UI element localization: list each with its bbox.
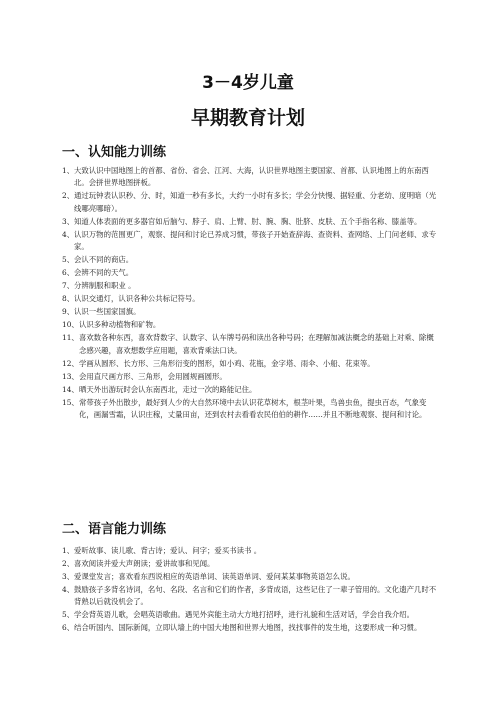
- list-item: [62, 216, 440, 228]
- item-text: 认识万物的范围更广，观察、提问和讨论已养成习惯，带孩子开始查辞海、查资料、查网络、上门问老师、求专家。: [74, 229, 437, 252]
- item-number: 2、: [62, 559, 75, 568]
- list-item: [62, 622, 440, 634]
- item-number: 1、: [62, 546, 75, 555]
- item-text: 大致认识中国地图上的首都、省份、省会、江河、大海，认识世界地图主要国家、首都、认识地图上的东南西北。会拼世界地图拼板。: [74, 166, 429, 188]
- list-item: [62, 254, 440, 266]
- item-text: 分辨制服和职业 。: [74, 281, 136, 291]
- list-item: [62, 558, 440, 570]
- item-number: 9、: [62, 307, 75, 317]
- list-item: [62, 358, 440, 370]
- item-number: 3、: [62, 216, 75, 226]
- list-item: [62, 267, 440, 279]
- item-text: 喜欢阅读并爱大声朗读；爱讲故事和见闻。: [74, 559, 215, 568]
- item-text: 鼓励孩子多背名诗词，名句、名段、名言和它们的作者，多背成语，这些记住了一辈子管用的。文化遗产几时不背熟以后就没机会了。: [74, 585, 437, 607]
- item-number: 4、: [62, 585, 75, 594]
- item-number: 11、: [62, 333, 79, 343]
- list-item: [62, 332, 440, 357]
- list-item: [62, 306, 440, 318]
- item-number: 12、: [62, 358, 79, 368]
- item-text: 爱课堂发言；喜欢看东西说相应的英语单词、读英语单词、爱问某某事物英语怎么说。: [74, 572, 355, 581]
- list-item: [62, 190, 440, 215]
- list-item: [62, 384, 440, 396]
- item-text: 晒天外出游玩时会认东南西北，走过一次的路能记住。: [79, 384, 257, 394]
- cognitive-list: [62, 165, 440, 422]
- list-item: [62, 293, 440, 305]
- title-line-1: 3－4岁儿童: [202, 73, 294, 93]
- item-text: 会用直尺画方形、三角形，会用圆规画圆形。: [79, 371, 227, 381]
- item-number: 6、: [62, 623, 75, 633]
- item-number: 3、: [62, 572, 75, 581]
- item-number: 14、: [62, 384, 79, 394]
- list-item: [62, 280, 440, 292]
- list-item: [62, 229, 440, 254]
- language-list: [62, 545, 440, 635]
- section-heading-cognitive: 一、认知能力训练: [62, 145, 167, 160]
- item-number: 10、: [62, 320, 79, 330]
- item-text: 认识交通灯，认识各种公共标记符号。: [74, 294, 200, 304]
- item-number: 13、: [62, 371, 79, 381]
- item-text: 爱听故事、读儿歌、背古诗；爱认、问字；爱买书读书 。: [74, 546, 262, 555]
- list-item: [62, 371, 440, 383]
- item-text: 认识一些国家国旗。: [74, 307, 141, 317]
- list-item: [62, 584, 440, 609]
- list-item: [62, 609, 440, 621]
- item-text: 学会背英语儿歌，会唱英语歌曲。遇见外宾能主动大方地打招呼，进行礼貌和生活对话，学会自我介绍。: [74, 610, 414, 620]
- item-number: 2、: [62, 191, 75, 201]
- item-number: 4、: [62, 229, 75, 239]
- item-text: 会辨不同的天气。: [74, 268, 134, 278]
- item-number: 6、: [62, 268, 75, 278]
- item-number: 1、: [62, 166, 75, 175]
- list-item: [62, 319, 440, 331]
- item-text: 会认不同的商店。: [74, 255, 134, 265]
- item-text: 常带孩子外出散步，最好到人少的大自然环境中去认识花草树木，根茎叶果，鸟兽虫鱼，提虫百态，气象变化，画漏雪霜，认识庄稼，丈量田亩，还到农村去看看农民伯伯的耕作……并且不断地观察、提问和讨论。: [79, 397, 427, 420]
- section-heading-language: 二、语言能力训练: [62, 522, 167, 537]
- list-item: [62, 545, 440, 557]
- item-text: 通过玩钟表认识秒、分、时，知道一秒有多长，大约一小时有多长；学会分快慢、据轻重、分老幼、度明暗（光线哪亮哪暗）。: [74, 191, 437, 213]
- item-text: 学画从圆形、长方形、三角形衍变的图形，如小鸡、花瓶，金字塔、雨伞、小船、花束等。: [79, 358, 375, 368]
- item-text: 知道人体表面的更多器官如后脑勺、脖子、肩、上臂、肘、腕、胸、肚脐、皮肤、五个手指名称、膝盖等。: [74, 216, 422, 226]
- list-item: [62, 571, 440, 583]
- item-number: 5、: [62, 610, 75, 620]
- item-number: 5、: [62, 255, 75, 265]
- item-text: 认识多种动植物和矿物。: [79, 320, 161, 330]
- title-line-2: 早期教育计划: [190, 107, 305, 129]
- item-number: 15、: [62, 397, 79, 407]
- item-text: 结合听国内、国际新闻，立即认墙上的中国大地图和世界大地图，找找事件的发生地，这要形成一种习惯。: [74, 623, 422, 633]
- list-item: [62, 165, 440, 190]
- list-item: [62, 397, 440, 422]
- item-number: 8、: [62, 294, 75, 304]
- item-text: 喜欢数各种东西，喜欢背数字、认数字、认车牌号码和读出各种号码；在理解加减法概念的基础上对乘、除概念感兴趣，喜欢想数学应用题，喜欢背乘法口诀。: [79, 333, 434, 355]
- item-number: 7、: [62, 281, 75, 291]
